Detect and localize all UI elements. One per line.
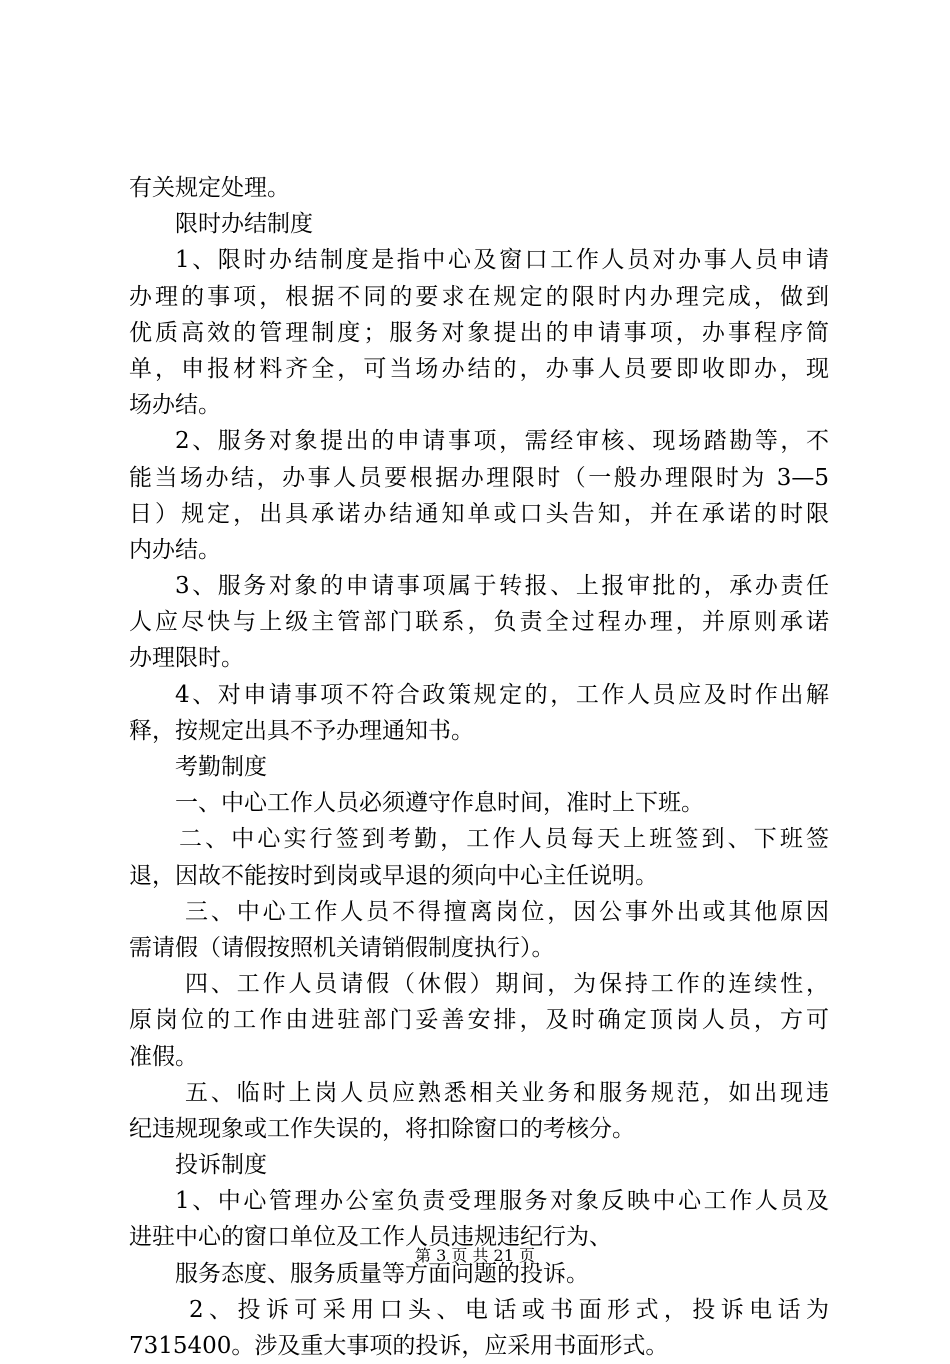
document-body: [129, 170, 829, 1364]
text-line: 纪违规现象或工作失误的，将扣除窗口的考核分。: [129, 1115, 635, 1142]
text-line: 内办结。: [129, 536, 221, 563]
section-heading: 投诉制度: [175, 1152, 267, 1179]
text-line: 单，申报材料齐全，可当场办结的，办事人员要即收即办，现: [129, 355, 829, 382]
text-line: 释，按规定出具不予办理通知书。: [129, 717, 474, 744]
text-line: 四、工作人员请假（休假）期间，为保持工作的连续性，: [185, 971, 829, 998]
text-line: 能当场办结，办事人员要根据办理限时（一般办理限时为 3—5: [129, 464, 829, 491]
text-line: 需请假（请假按照机关请销假制度执行）。: [129, 934, 555, 961]
section-heading: 限时办结制度: [175, 211, 313, 238]
text-line: 办理限时。: [129, 645, 244, 672]
text-line: 三、中心工作人员不得擅离岗位，因公事外出或其他原因: [185, 898, 829, 925]
text-line: 4、对申请事项不符合政策规定的，工作人员应及时作出解: [175, 681, 829, 708]
text-line: 人应尽快与上级主管部门联系，负责全过程办理，并原则承诺: [129, 609, 829, 636]
text-line: 3、服务对象的申请事项属于转报、上报审批的，承办责任: [175, 573, 829, 600]
text-line: 进驻中心的窗口单位及工作人员违规违纪行为、: [129, 1224, 612, 1251]
text-line: 有关规定处理。: [129, 175, 290, 201]
text-line: 1、中心管理办公室负责受理服务对象反映中心工作人员及: [175, 1188, 829, 1215]
text-line: 办理的事项，根据不同的要求在规定的限时内办理完成，做到: [129, 283, 829, 310]
text-line: 原岗位的工作由进驻部门妥善安排，及时确定顶岗人员，方可: [129, 1007, 829, 1034]
text-line: 一、中心工作人员必须遵守作息时间，准时上下班。: [175, 790, 704, 817]
text-line: 2、投诉可采用口头、电话或书面形式，投诉电话为: [189, 1296, 829, 1323]
text-line: 日）规定，出具承诺办结通知单或口头告知，并在承诺的时限: [129, 500, 829, 527]
section-heading: 考勤制度: [175, 754, 267, 780]
text-line: 优质高效的管理制度；服务对象提出的申请事项，办事程序简: [129, 319, 829, 346]
text-line: 服务态度、服务质量等方面问题的投诉。: [175, 1260, 589, 1287]
text-line: 二、中心实行签到考勤，工作人员每天上班签到、下班签: [179, 826, 829, 853]
text-line: 1、限时办结制度是指中心及窗口工作人员对办事人员申请: [175, 247, 829, 274]
text-line: 2、服务对象提出的申请事项，需经审核、现场踏勘等，不: [175, 428, 829, 455]
page-number-footer: 第 3 页 共 21 页: [415, 1246, 535, 1265]
text-line: 五、临时上岗人员应熟悉相关业务和服务规范，如出现违: [185, 1079, 829, 1106]
text-line: 退，因故不能按时到岗或早退的须向中心主任说明。: [129, 862, 658, 889]
text-line: 准假。: [129, 1043, 198, 1070]
text-line: 场办结。: [129, 392, 221, 419]
text-line: 7315400。涉及重大事项的投诉，应采用书面形式。: [129, 1333, 669, 1359]
